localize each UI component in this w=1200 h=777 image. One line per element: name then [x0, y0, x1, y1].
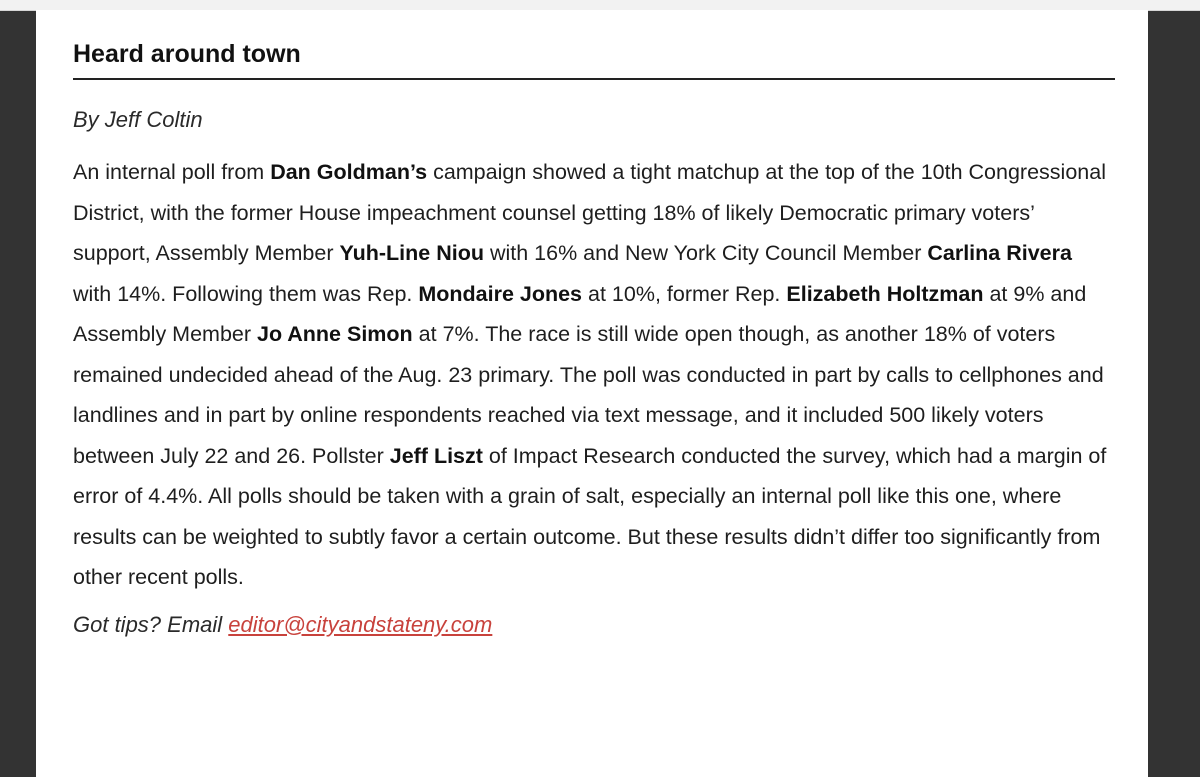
section-title: Heard around town	[73, 40, 301, 68]
body-segment: campaign showed a tight matchup at the top of the 10th Congressional District, with the former House impeachment counsel getting 18% of likely Democratic primary voters’ support, Assembly Member	[73, 160, 1106, 265]
body-segment: at 7%. The race is still wide open though, as another 18% of voters remained undecided ahead of the Aug. 23 primary. The poll was conducted in part by calls to cellphones and landlines and in part by online respondents reached via text message, and it included 500 likely voters between July 22 and 26. Pollster	[73, 322, 1104, 468]
name-elizabeth-holtzman: Elizabeth Holtzman	[786, 281, 984, 306]
name-mondaire-jones: Mondaire Jones	[418, 281, 583, 306]
body-segment: of Impact Research conducted the survey, which had a margin of error of 4.4%. All polls should be taken with a grain of salt, especially an internal poll like this one, where results can be weighted to subtly favor a certain outcome. But these results didn’t differ too significantly from other recent polls.	[73, 443, 1107, 589]
name-dan-goldman: Dan Goldman’s	[270, 160, 428, 184]
name-yuh-line-niou: Yuh-Line Niou	[339, 241, 484, 265]
newsletter-page	[36, 10, 1148, 777]
body-segment: at 10%, former Rep.	[582, 281, 787, 306]
name-carlina-rivera: Carlina Rivera	[927, 241, 1072, 265]
article-body	[73, 152, 1115, 598]
article-content	[73, 10, 1115, 641]
body-segment: An internal poll from	[73, 160, 271, 184]
tips-email-link[interactable]: editor@cityandstateny.com	[228, 611, 493, 637]
tips-prefix: Got tips? Email	[73, 611, 229, 637]
name-jeff-liszt: Jeff Liszt	[389, 443, 483, 468]
name-jo-anne-simon: Jo Anne Simon	[257, 322, 413, 346]
section-divider	[73, 78, 1115, 80]
body-segment: with 14%. Following them was Rep.	[73, 281, 419, 306]
body-segment: with 16% and New York City Council Member	[484, 241, 928, 265]
body-segment: at 9% and Assembly Member	[73, 281, 1087, 346]
byline: By Jeff Coltin	[73, 107, 203, 132]
tips-line	[73, 609, 1115, 641]
